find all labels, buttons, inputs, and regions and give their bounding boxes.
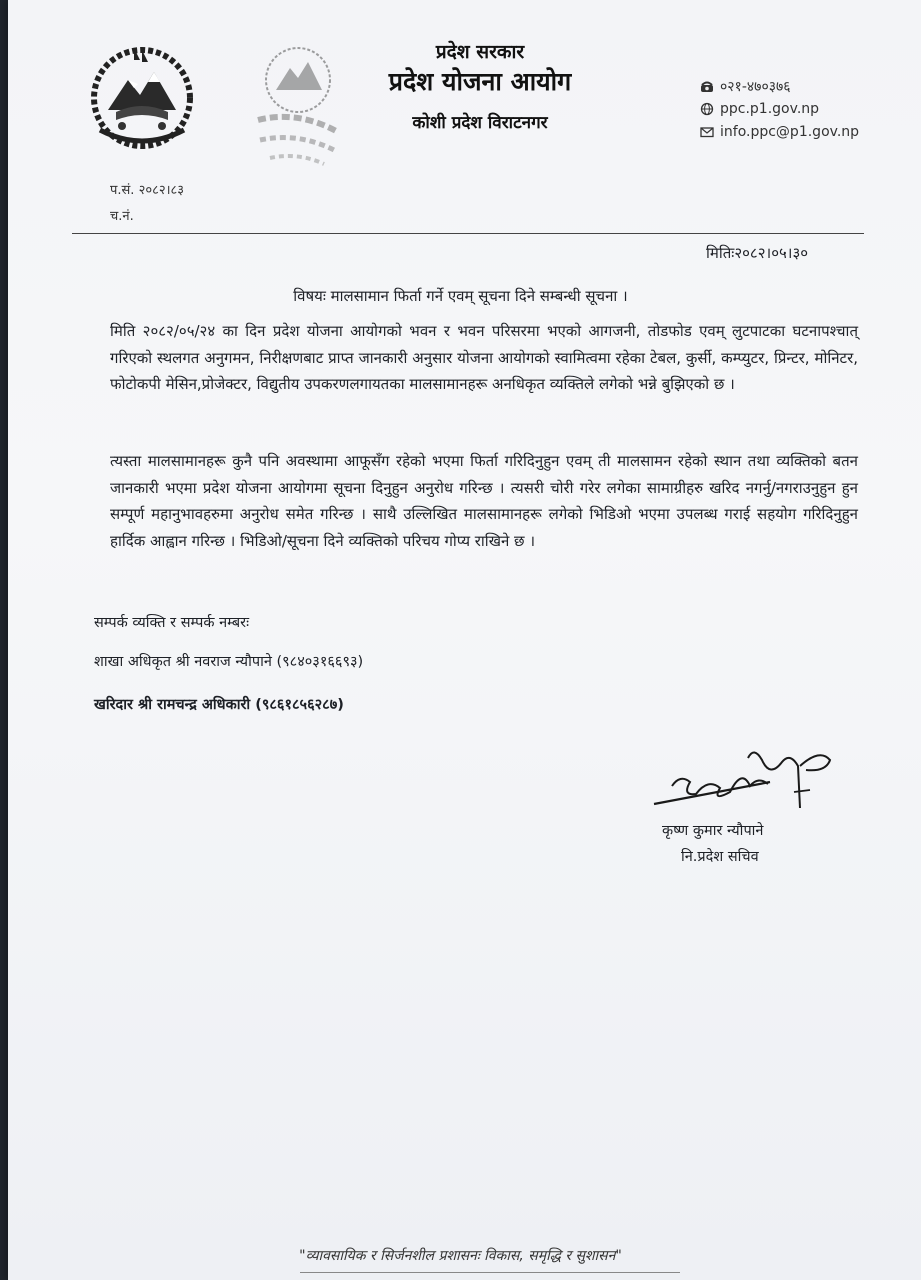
page-title: प्रदेश योजना आयोग <box>388 67 572 96</box>
header-location: कोशी प्रदेश विराटनगर <box>412 113 548 133</box>
contact-person-1: शाखा अधिकृत श्री नवराज न्यौपाने (९८४०३१६६९३) <box>94 654 364 670</box>
header-divider <box>72 233 864 234</box>
footer-motto: "व्यावसायिक र सिर्जनशील प्रशासनः विकास, समृद्धि र सुशासन" <box>299 1248 622 1264</box>
government-emblem-icon <box>78 40 206 152</box>
phone-number: ०२१-४७०३७६ <box>720 79 791 95</box>
header-line1: प्रदेश सरकार <box>435 41 525 63</box>
dispatch-number: च.नं. <box>110 209 134 224</box>
signatory-designation: नि.प्रदेश सचिव <box>681 849 759 865</box>
letter-subject: विषयः मालसामान फिर्ता गर्ने एवम् सूचना दिने सम्बन्धी सूचना । <box>293 287 628 305</box>
email-contact <box>700 124 859 140</box>
contact-person-2: खरिदार श्री रामचन्द्र अधिकारी (९८६१८५६२८७) <box>94 697 344 713</box>
scan-edge <box>0 0 8 1280</box>
globe-icon <box>700 102 714 116</box>
handwritten-signature <box>650 738 840 828</box>
phone-icon <box>700 80 714 94</box>
body-paragraph-2: त्यस्ता मालसामानहरू कुनै पनि अवस्थामा आफूसँग रहेको भएमा फिर्ता गरिदिनुहुन एवम् ती मालसामन रहेको स्थान तथा व्यक्तिको बतन जानकारी भएमा प्रदेश योजना आयोगमा सूचना दिनुहुन अनुरोध गरिन्छ । त्यसरी चोरी गरेर लगेका सामाग्रीहरु खरिद नगर्नु/नगराउनुहुन हुन सम्पूर्ण महानुभावहरुमा अनुरोध समेत गरिन्छ । साथै उल्लिखित मालसामानहरू लगेको भिडिओ भएमा उपलब्ध गराई सहयोग गरिदिनुहुन हार्दिक आह्वान गरिन्छ । भिडिओ/सूचना दिने व्यक्तिको परिचय गोप्य राखिने छ । <box>110 452 858 550</box>
mail-icon <box>700 125 714 139</box>
letter-reference-number: प.सं. २०८२।८३ <box>110 183 185 198</box>
letter-date: मितिः२०८२।०५।३० <box>706 244 809 262</box>
website-link[interactable]: ppc.p1.gov.np <box>720 101 820 117</box>
body-paragraph-1: मिति २०८२/०५/२४ का दिन प्रदेश योजना आयोगको भवन र भवन परिसरमा भएको आगजनी, तोडफोड एवम् लुटपाटका घटनापश्चात् गरिएको स्थलगत अनुगमन, निरीक्षणबाट प्राप्त जानकारी अनुसार योजना आयोगको स्वामित्वमा रहेका टेबल, कुर्सी, कम्प्युटर, प्रिन्टर, मोनिटर, फोटोकपी मेसिन,प्रोजेक्टर, विद्युतीय उपकरणलगायतका मालसामानहरू अनधिकृत व्यक्तिले लगेको भन्ने बुझिएको छ । <box>110 322 858 393</box>
website-contact <box>700 101 819 117</box>
contact-heading: सम्पर्क व्यक्ति र सम्पर्क नम्बरः <box>94 615 250 631</box>
signatory-name: कृष्ण कुमार न्यौपाने <box>662 823 764 839</box>
phone-contact <box>700 77 791 96</box>
footer-line <box>300 1272 680 1273</box>
email-link[interactable]: info.ppc@p1.gov.np <box>720 124 860 140</box>
